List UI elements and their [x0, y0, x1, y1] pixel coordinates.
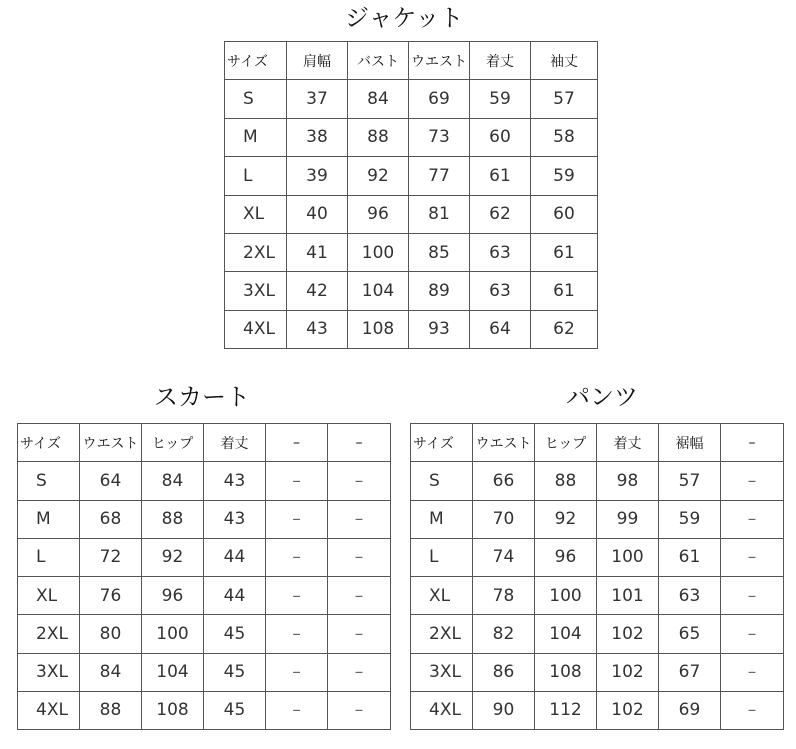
pants-cell: 74: [473, 538, 535, 576]
skirt-cell: 88: [142, 500, 204, 538]
pants-cell: –: [721, 577, 784, 615]
skirt-cell: 96: [142, 577, 204, 615]
pants-cell: 67: [659, 653, 721, 691]
table-row: [18, 462, 391, 500]
pants-cell: 90: [473, 691, 535, 729]
skirt-cell: 2XL: [18, 615, 80, 653]
pants-cell: 99: [597, 500, 659, 538]
skirt-cell: –: [266, 538, 328, 576]
pants-cell: S: [411, 462, 473, 500]
jacket-cell: 69: [409, 80, 470, 118]
pants-cell: 100: [535, 577, 597, 615]
skirt-cell: 45: [204, 653, 266, 691]
jacket-cell: 104: [348, 272, 409, 310]
jacket-cell: 4XL: [225, 310, 287, 348]
skirt-cell: 80: [80, 615, 142, 653]
jacket-cell: 59: [531, 157, 598, 195]
skirt-header-cell: 着丈: [204, 424, 266, 462]
skirt-cell: M: [18, 500, 80, 538]
jacket-header-cell: サイズ: [225, 42, 287, 80]
skirt-cell: 4XL: [18, 691, 80, 729]
jacket-cell: 42: [287, 272, 348, 310]
pants-cell: –: [721, 462, 784, 500]
table-row: [225, 272, 598, 310]
skirt-cell: 100: [142, 615, 204, 653]
pants-header-cell: サイズ: [411, 424, 473, 462]
pants-title: パンツ: [566, 383, 638, 411]
skirt-cell: 76: [80, 577, 142, 615]
pants-cell: 101: [597, 577, 659, 615]
pants-cell: 98: [597, 462, 659, 500]
skirt-header-row: [18, 424, 391, 462]
table-row: [411, 653, 784, 691]
jacket-cell: 43: [287, 310, 348, 348]
jacket-cell: 61: [470, 157, 531, 195]
jacket-cell: 61: [531, 233, 598, 271]
skirt-cell: 45: [204, 615, 266, 653]
table-row: [411, 615, 784, 653]
jacket-cell: 57: [531, 80, 598, 118]
skirt-cell: 64: [80, 462, 142, 500]
pants-cell: M: [411, 500, 473, 538]
pants-cell: 2XL: [411, 615, 473, 653]
jacket-cell: 59: [470, 80, 531, 118]
table-row: [18, 538, 391, 576]
table-row: [18, 691, 391, 729]
pants-cell: 112: [535, 691, 597, 729]
jacket-header-cell: ウエスト: [409, 42, 470, 80]
pants-cell: –: [721, 500, 784, 538]
skirt-header-cell: –: [328, 424, 391, 462]
jacket-cell: 41: [287, 233, 348, 271]
skirt-cell: –: [328, 577, 391, 615]
pants-cell: –: [721, 691, 784, 729]
jacket-cell: 40: [287, 195, 348, 233]
pants-cell: 82: [473, 615, 535, 653]
jacket-header-cell: 袖丈: [531, 42, 598, 80]
jacket-size-table: [224, 41, 598, 349]
pants-cell: –: [721, 653, 784, 691]
skirt-cell: S: [18, 462, 80, 500]
pants-cell: L: [411, 538, 473, 576]
pants-cell: 92: [535, 500, 597, 538]
pants-cell: 70: [473, 500, 535, 538]
skirt-cell: 88: [80, 691, 142, 729]
pants-cell: 108: [535, 653, 597, 691]
skirt-header-cell: ウエスト: [80, 424, 142, 462]
table-row: [411, 538, 784, 576]
skirt-cell: 84: [142, 462, 204, 500]
jacket-cell: 73: [409, 118, 470, 156]
skirt-cell: –: [266, 577, 328, 615]
pants-cell: 4XL: [411, 691, 473, 729]
table-row: [18, 615, 391, 653]
jacket-cell: 39: [287, 157, 348, 195]
skirt-cell: –: [328, 691, 391, 729]
jacket-cell: S: [225, 80, 287, 118]
jacket-cell: 63: [470, 233, 531, 271]
table-row: [411, 462, 784, 500]
pants-cell: 102: [597, 615, 659, 653]
skirt-cell: 72: [80, 538, 142, 576]
jacket-header-cell: バスト: [348, 42, 409, 80]
skirt-cell: 3XL: [18, 653, 80, 691]
table-row: [225, 157, 598, 195]
jacket-cell: 92: [348, 157, 409, 195]
jacket-cell: M: [225, 118, 287, 156]
skirt-cell: 45: [204, 691, 266, 729]
jacket-cell: 93: [409, 310, 470, 348]
table-row: [411, 691, 784, 729]
jacket-cell: 85: [409, 233, 470, 271]
skirt-cell: 104: [142, 653, 204, 691]
table-row: [411, 577, 784, 615]
skirt-title: スカート: [154, 383, 250, 411]
jacket-cell: 64: [470, 310, 531, 348]
jacket-cell: 60: [470, 118, 531, 156]
pants-header-cell: ヒップ: [535, 424, 597, 462]
jacket-cell: 60: [531, 195, 598, 233]
pants-header-cell: 着丈: [597, 424, 659, 462]
jacket-cell: 38: [287, 118, 348, 156]
pants-cell: 104: [535, 615, 597, 653]
skirt-cell: 108: [142, 691, 204, 729]
pants-cell: 102: [597, 691, 659, 729]
pants-cell: 96: [535, 538, 597, 576]
pants-cell: 65: [659, 615, 721, 653]
jacket-cell: 58: [531, 118, 598, 156]
skirt-header-cell: –: [266, 424, 328, 462]
skirt-cell: –: [328, 538, 391, 576]
jacket-header-row: [225, 42, 598, 80]
pants-cell: 69: [659, 691, 721, 729]
table-row: [225, 118, 598, 156]
pants-cell: 88: [535, 462, 597, 500]
table-row: [225, 233, 598, 271]
skirt-size-table: [17, 423, 391, 730]
skirt-cell: 44: [204, 538, 266, 576]
jacket-cell: 61: [531, 272, 598, 310]
skirt-cell: –: [266, 691, 328, 729]
skirt-cell: XL: [18, 577, 80, 615]
jacket-cell: 96: [348, 195, 409, 233]
pants-header-cell: –: [721, 424, 784, 462]
jacket-header-cell: 肩幅: [287, 42, 348, 80]
pants-cell: 66: [473, 462, 535, 500]
table-row: [411, 500, 784, 538]
skirt-cell: 44: [204, 577, 266, 615]
skirt-cell: 68: [80, 500, 142, 538]
table-row: [18, 577, 391, 615]
skirt-cell: –: [328, 462, 391, 500]
jacket-cell: 2XL: [225, 233, 287, 271]
pants-cell: 63: [659, 577, 721, 615]
pants-header-cell: 裾幅: [659, 424, 721, 462]
table-row: [18, 500, 391, 538]
jacket-cell: 84: [348, 80, 409, 118]
pants-cell: 86: [473, 653, 535, 691]
jacket-cell: 108: [348, 310, 409, 348]
jacket-cell: 62: [531, 310, 598, 348]
jacket-title: ジャケット: [345, 4, 464, 32]
jacket-cell: 89: [409, 272, 470, 310]
pants-cell: 100: [597, 538, 659, 576]
pants-cell: 102: [597, 653, 659, 691]
pants-cell: 3XL: [411, 653, 473, 691]
skirt-cell: 43: [204, 500, 266, 538]
jacket-cell: 3XL: [225, 272, 287, 310]
table-row: [225, 80, 598, 118]
table-row: [225, 195, 598, 233]
jacket-cell: 62: [470, 195, 531, 233]
skirt-cell: –: [266, 500, 328, 538]
skirt-cell: 84: [80, 653, 142, 691]
skirt-cell: –: [266, 615, 328, 653]
skirt-header-cell: サイズ: [18, 424, 80, 462]
pants-cell: 59: [659, 500, 721, 538]
pants-cell: 57: [659, 462, 721, 500]
jacket-cell: 88: [348, 118, 409, 156]
jacket-cell: 37: [287, 80, 348, 118]
jacket-cell: 63: [470, 272, 531, 310]
skirt-cell: L: [18, 538, 80, 576]
jacket-cell: 100: [348, 233, 409, 271]
skirt-header-cell: ヒップ: [142, 424, 204, 462]
table-row: [18, 653, 391, 691]
pants-cell: –: [721, 538, 784, 576]
pants-cell: 61: [659, 538, 721, 576]
pants-cell: –: [721, 615, 784, 653]
pants-header-cell: ウエスト: [473, 424, 535, 462]
jacket-cell: XL: [225, 195, 287, 233]
skirt-cell: –: [328, 653, 391, 691]
pants-cell: 78: [473, 577, 535, 615]
skirt-cell: –: [266, 462, 328, 500]
jacket-cell: 77: [409, 157, 470, 195]
jacket-header-cell: 着丈: [470, 42, 531, 80]
table-row: [225, 310, 598, 348]
skirt-cell: 43: [204, 462, 266, 500]
skirt-cell: –: [328, 615, 391, 653]
pants-cell: XL: [411, 577, 473, 615]
pants-size-table: [410, 423, 784, 730]
skirt-cell: 92: [142, 538, 204, 576]
jacket-cell: L: [225, 157, 287, 195]
skirt-cell: –: [266, 653, 328, 691]
pants-header-row: [411, 424, 784, 462]
jacket-cell: 81: [409, 195, 470, 233]
skirt-cell: –: [328, 500, 391, 538]
